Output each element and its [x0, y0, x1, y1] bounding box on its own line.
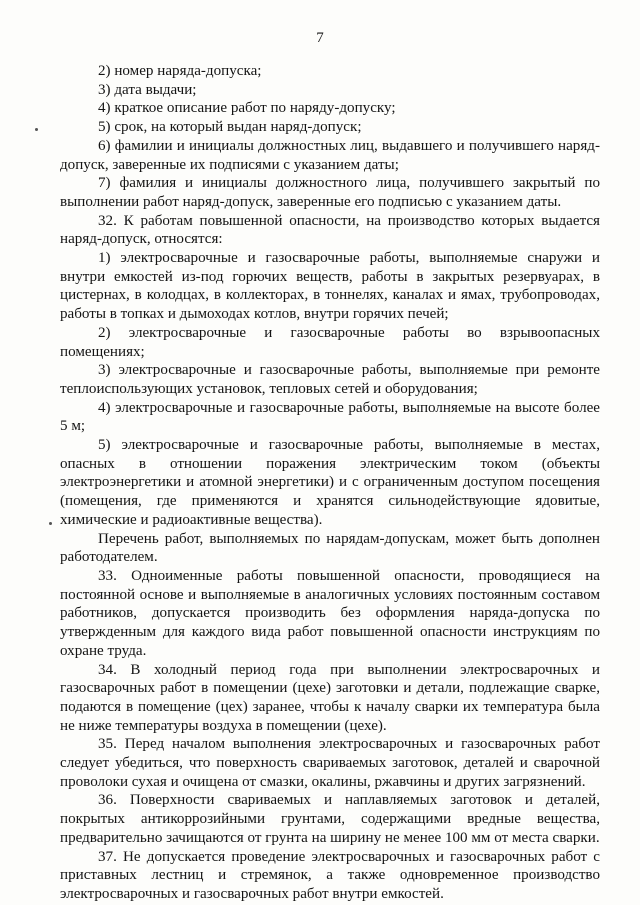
scan-speck	[35, 128, 38, 131]
list-item: 2) номер наряда-допуска;	[98, 63, 262, 79]
list-item: 2) электросварочные и газосварочные работы во взрывоопасных помещениях;	[60, 324, 600, 360]
list-item: 5) срок, на который выдан наряд-допуск;	[98, 119, 362, 136]
document-body	[60, 62, 600, 904]
list-item: 6) фамилии и инициалы должностных лиц, выдавшего и получившего наряд-допуск, заверенные их подписями с указанием даты;	[60, 137, 600, 173]
list-item: 4) краткое описание работ по наряду-допуску;	[98, 100, 396, 117]
list-item: 5) электросварочные и газосварочные работы, выполняемые в местах, опасных в отношении поражения электрическим током (объекты электроэнергетики и атомной энергетики) и с ограниченным доступом посещения (помещения, где применяются и хранятся сильнодействующие ядовитые, химические и радиоактивные вещества).	[60, 437, 600, 528]
body-paragraph: Перечень работ, выполняемых по нарядам-допускам, может быть дополнен работодателем.	[60, 530, 600, 566]
list-item: 3) дата выдачи;	[98, 81, 197, 98]
clause-paragraph: 34. В холодный период года при выполнении электросварочных и газосварочных работ в помещении (цехе) заготовки и детали, подлежащие сварке, подаются в помещение (цех) заранее, чтобы к началу сварки их температура была не ниже температуры воздуха в помещении (цехе).	[60, 661, 600, 734]
clause-paragraph: 32. К работам повышенной опасности, на производство которых выдается наряд-допуск, относятся:	[60, 212, 600, 248]
page-number: 7	[316, 30, 324, 46]
clause-paragraph: 36. Поверхности свариваемых и наплавляемых заготовок и деталей, покрытых антикоррозийными грунтами, содержащими вредные вещества, предварительно зачищаются от грунта на ширину не менее 100 мм от места сварки.	[60, 792, 600, 846]
list-item: 7) фамилия и инициалы должностного лица, получившего закрытый по выполнении работ наряд-допуск, заверенные его подписью с указанием даты.	[60, 175, 600, 210]
list-item: 3) электросварочные и газосварочные работы, выполняемые при ремонте теплоиспользующих установок, тепловых сетей и оборудования;	[60, 362, 600, 397]
clause-paragraph: 37. Не допускается проведение электросварочных и газосварочных работ с приставных лестниц и стремянок, а также одновременное производство электросварочных и газосварочных работ внутри емкостей.	[60, 848, 600, 902]
clause-paragraph: 33. Одноименные работы повышенной опасности, проводящиеся на постоянной основе и выполняемые в аналогичных условиях постоянным составом работников, допускается производить без оформления наряда-допуска по утвержденным для каждого вида работ повышенной опасности инструкциям по охране труда.	[60, 567, 600, 659]
scan-speck	[49, 522, 52, 525]
clause-paragraph: 35. Перед началом выполнения электросварочных и газосварочных работ следует убедиться, что поверхность свариваемых заготовок, деталей и сварочной проволоки сухая и очищена от смазки, окалины, ржавчины и других загрязнений.	[60, 736, 600, 790]
list-item: 1) электросварочные и газосварочные работы, выполняемые снаружи и внутри емкостей из-под горючих веществ, работы в закрытых резервуарах, в цистернах, в колодцах, в коллекторах, в тоннелях, каналах и ямах, трубопроводах, работы в топках и дымоходах котлов, внутри горячих печей;	[60, 250, 600, 323]
list-item: 4) электросварочные и газосварочные работы, выполняемые на высоте более 5 м;	[60, 399, 600, 435]
